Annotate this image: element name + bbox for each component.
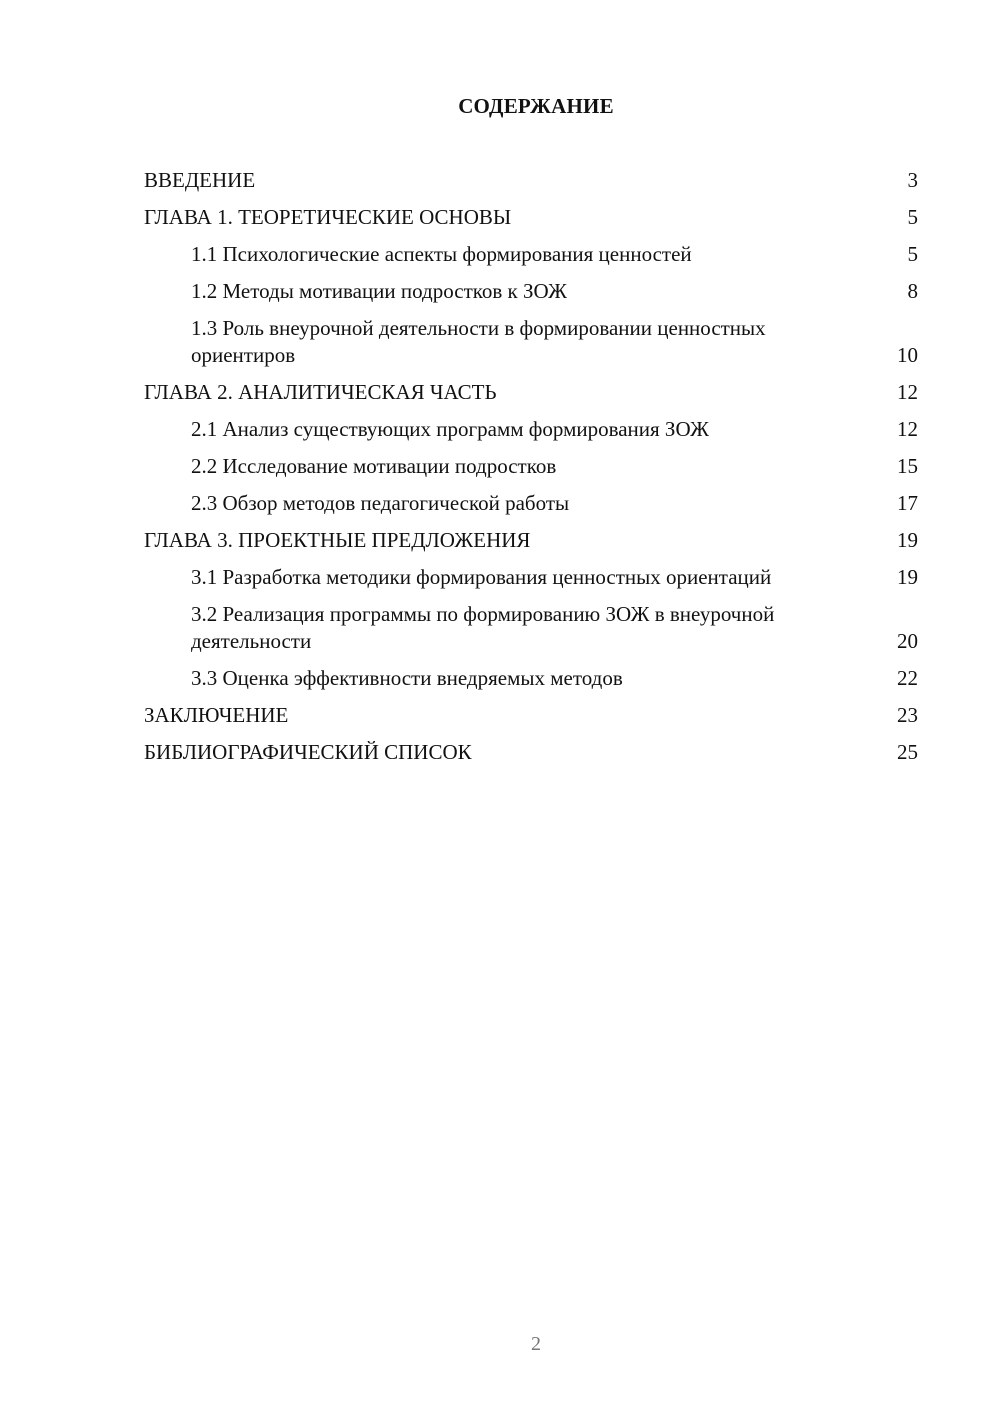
- toc-entry-text: 2.3 Обзор методов педагогической работы: [191, 491, 570, 515]
- toc-entry-section-3-3[interactable]: [144, 665, 918, 692]
- toc-entry-text: ГЛАВА 1. ТЕОРЕТИЧЕСКИЕ ОСНОВЫ: [144, 205, 512, 229]
- page-number: 2: [531, 1333, 541, 1355]
- toc-entry-section-1-1[interactable]: [144, 241, 918, 268]
- toc-entry-text: 1.2 Методы мотивации подростков к ЗОЖ: [191, 279, 567, 303]
- toc-entry-chapter-1[interactable]: [144, 204, 918, 231]
- toc-entry-page: 23: [897, 703, 918, 727]
- toc-entry-text: ВВЕДЕНИЕ: [144, 168, 256, 192]
- toc-entry-section-1-2[interactable]: [144, 278, 918, 305]
- toc-entry-section-3-2[interactable]: [144, 601, 918, 655]
- toc-entry-page: 10: [897, 343, 918, 367]
- toc-entry-page: 12: [897, 417, 918, 441]
- toc-entry-page: 5: [907, 242, 918, 266]
- toc-entry-section-2-2[interactable]: [144, 453, 918, 480]
- toc-entry-page: 22: [897, 666, 918, 690]
- toc-entry-text: 1.1 Психологические аспекты формирования ценностей: [191, 242, 692, 266]
- toc-entry-page: 19: [897, 528, 918, 552]
- toc-entry-text: БИБЛИОГРАФИЧЕСКИЙ СПИСОК: [144, 740, 472, 764]
- toc-entry-text: ГЛАВА 3. ПРОЕКТНЫЕ ПРЕДЛОЖЕНИЯ: [144, 528, 531, 552]
- toc-entry-page: 8: [907, 279, 918, 303]
- toc-entry-page: 17: [897, 491, 918, 515]
- page-title: СОДЕРЖАНИЕ: [458, 94, 614, 118]
- table-of-contents: [144, 167, 918, 776]
- toc-entry-page: 3: [907, 168, 918, 192]
- toc-entry-text: 3.1 Разработка методики формирования ценностных ориентаций: [191, 565, 772, 589]
- toc-entry-page: 20: [897, 629, 918, 653]
- toc-entry-conclusion[interactable]: [144, 702, 918, 729]
- toc-entry-text: 3.3 Оценка эффективности внедряемых методов: [191, 666, 623, 690]
- toc-entry-text: 2.1 Анализ существующих программ формирования ЗОЖ: [191, 417, 709, 441]
- toc-entry-section-3-1[interactable]: [144, 564, 918, 591]
- toc-entry-page: 15: [897, 454, 918, 478]
- toc-entry-introduction[interactable]: [144, 167, 918, 194]
- toc-entry-page: 12: [897, 380, 918, 404]
- toc-entry-bibliography[interactable]: [144, 739, 918, 766]
- toc-entry-text: 1.3 Роль внеурочной деятельности в формировании ценностных ориентиров: [191, 316, 766, 367]
- toc-entry-text: 2.2 Исследование мотивации подростков: [191, 454, 557, 478]
- toc-entry-text: ГЛАВА 2. АНАЛИТИЧЕСКАЯ ЧАСТЬ: [144, 380, 497, 404]
- toc-entry-section-2-1[interactable]: [144, 416, 918, 443]
- toc-entry-section-2-3[interactable]: [144, 490, 918, 517]
- toc-entry-section-1-3[interactable]: [144, 315, 918, 369]
- toc-entry-page: 19: [897, 565, 918, 589]
- toc-entry-page: 25: [897, 740, 918, 764]
- toc-entry-text: 3.2 Реализация программы по формированию ЗОЖ в внеурочной деятельности: [191, 602, 775, 653]
- toc-entry-chapter-2[interactable]: [144, 379, 918, 406]
- toc-entry-page: 5: [907, 205, 918, 229]
- toc-entry-text: ЗАКЛЮЧЕНИЕ: [144, 703, 289, 727]
- toc-entry-chapter-3[interactable]: [144, 527, 918, 554]
